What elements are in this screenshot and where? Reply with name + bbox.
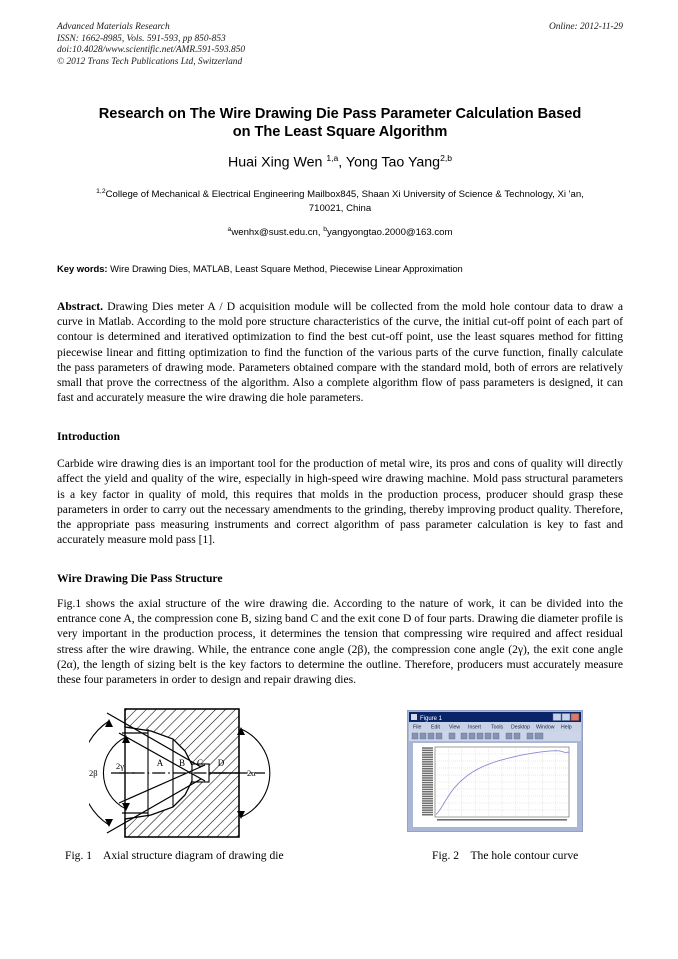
- window-title: Figure 1: [420, 716, 443, 723]
- section-heading-introduction: Introduction: [57, 430, 120, 444]
- zone-label-d: D: [217, 758, 225, 769]
- author-list: [57, 153, 623, 171]
- keywords-value: Wire Drawing Dies, MATLAB, Least Square Method, Piecewise Linear Approximation: [110, 263, 463, 275]
- angle-label-2alpha: 2α: [247, 768, 256, 779]
- new-figure-icon[interactable]: [412, 733, 418, 739]
- dock-figure-icon[interactable]: [535, 733, 543, 739]
- affiliation-marker: 1,2: [96, 187, 106, 195]
- email-b-marker: b: [323, 225, 327, 233]
- window-controls[interactable]: [553, 714, 579, 721]
- figure-2: [407, 710, 583, 832]
- data-cursor-icon[interactable]: [493, 733, 499, 739]
- affiliation: [78, 185, 602, 216]
- header-left-block: [57, 22, 457, 69]
- colorbar-icon[interactable]: [514, 733, 520, 739]
- zone-label-a: A: [156, 758, 164, 769]
- angle-label-2gamma: 2γ: [116, 761, 125, 772]
- keywords-label: Key words:: [57, 263, 108, 275]
- menu-item-edit[interactable]: Edit: [431, 724, 440, 731]
- rotate-3d-icon[interactable]: [485, 733, 491, 739]
- affiliation-text: College of Mechanical & Electrical Engineering Mailbox845, Shaan Xi University of Science & Technology, Xi 'an, 710021, China: [105, 188, 584, 214]
- x-axis-tick-labels: [437, 819, 567, 821]
- menu-item-tools[interactable]: Tools: [491, 724, 504, 731]
- menu-item-desktop[interactable]: Desktop: [511, 724, 531, 731]
- zone-label-c: C: [196, 758, 204, 769]
- title-line-2: on The Least Square Algorithm: [232, 124, 448, 141]
- matlab-figure-window: [407, 710, 583, 832]
- abstract-text: Drawing Dies meter A / D acquisition module will be collected from the mold hole contour data to draw a curve in Matlab. According to the mold pore structure characteristics of the curve, the initial cut-off point of each part of contour is determined and iteratived optimization to find the best cut-off point, use the least squares method for fitting piecewise linear and fitting optimization to find the function of the various parts of the curve function, finally calculate the pass parameters of drawing mode. Parameters obtained compare with the standard mold, both of errors are relatively small that prove the correctness of the algorithm. Also a complete algorithm flow of pass parameters is designed, it can fast and accurately measure the wire drawing die hole parameters.: [57, 300, 623, 405]
- die-axial-structure-diagram: [89, 707, 327, 839]
- insert-legend-icon[interactable]: [506, 733, 512, 739]
- close-button[interactable]: [571, 714, 579, 721]
- menu-item-window[interactable]: Window: [536, 724, 555, 731]
- edit-plot-icon[interactable]: [449, 733, 455, 739]
- email-author-1: wenhx@sust.edu.cn,: [231, 227, 321, 239]
- maximize-button[interactable]: [562, 714, 570, 721]
- die-body-lower: [125, 771, 239, 839]
- running-header: [57, 22, 623, 69]
- angle-label-2beta: 2β: [89, 768, 98, 779]
- figure-1-caption: Fig. 1 Axial structure diagram of drawing die: [65, 849, 284, 863]
- menu-items[interactable]: [413, 725, 572, 731]
- pan-icon[interactable]: [477, 733, 483, 739]
- journal-name: Advanced Materials Research: [57, 22, 170, 32]
- page-title: [57, 105, 623, 142]
- zoom-out-icon[interactable]: [469, 733, 475, 739]
- email-a-marker: a: [227, 225, 232, 233]
- online-date: Online: 2012-11-29: [548, 22, 623, 32]
- keywords: [57, 262, 623, 275]
- menu-item-view[interactable]: View: [449, 724, 461, 731]
- section-heading-die-pass-structure: Wire Drawing Die Pass Structure: [57, 572, 223, 586]
- menu-item-help[interactable]: Help: [561, 724, 572, 731]
- issn-line: ISSN: 1662-8985, Vols. 591-593, pp 850-853: [57, 33, 226, 44]
- abstract: [57, 299, 623, 405]
- zone-label-b: B: [178, 758, 186, 769]
- abstract-label: Abstract.: [57, 300, 104, 314]
- author-separator: ,: [338, 154, 346, 171]
- figure-1: [89, 707, 327, 839]
- print-icon[interactable]: [436, 733, 442, 739]
- hide-plot-tools-icon[interactable]: [527, 733, 533, 739]
- author-1-affiliation-marker: 1,a: [326, 153, 339, 163]
- figure-2-caption: Fig. 2 The hole contour curve: [432, 849, 579, 863]
- minimize-button[interactable]: [553, 714, 561, 721]
- section-paragraph-introduction: Carbide wire drawing dies is an important tool for the production of metal wire, its pros and cons of quality will directly affect the yield and quality of the wire, especially in high-speed wire drawing machine. Mold pass structural parameters is a key factor in quality of mold, this requires that molds in the production process, producer should grasp these parameters in order to carry out the necessary amendments to the grinding, thereby improving product quality. Therefore, the appropriate pass measuring instruments and correct algorithm of pass parameter calculation is key to fast and accurately measure mold pass [1].: [57, 457, 623, 546]
- email-author-2: yangyongtao.2000@163.com: [326, 227, 453, 239]
- open-file-icon[interactable]: [420, 733, 426, 739]
- menu-item-insert[interactable]: Insert: [468, 724, 481, 731]
- figure-captions: [57, 849, 623, 867]
- author-1-name: Huai Xing Wen: [227, 154, 323, 171]
- save-icon[interactable]: [428, 733, 434, 739]
- menu-item-file[interactable]: File: [413, 724, 422, 731]
- copyright-line: © 2012 Trans Tech Publications Ltd, Switzerland: [57, 57, 243, 68]
- title-line-1: Research on The Wire Drawing Die Pass Parameter Calculation Based: [98, 105, 582, 122]
- doi-line: doi:10.4028/www.scientific.net/AMR.591-593.850: [57, 45, 246, 56]
- author-2-affiliation-marker: 2,b: [440, 153, 453, 163]
- zoom-in-icon[interactable]: [461, 733, 467, 739]
- section-paragraph-die-pass-structure: Fig.1 shows the axial structure of the wire drawing die. According to the nature of work, it can be divided into the entrance cone A, the compression cone B, sizing band C and the exit cone D of four parts. Drawing die diameter profile is very important in the production process, it determines the tension that compressing wire required and affect residual stress after the wire drawing. While, the entrance cone angle (2β), the compression cone angle (2γ), the exit cone angle (2α), the length of sizing belt is the key factors to determine the outline. Therefore, producers must accurately measure these four parameters in order to design and repair drawing dies.: [57, 597, 623, 686]
- email-line: [57, 226, 623, 238]
- page-content: [57, 22, 623, 867]
- matlab-app-icon: [411, 714, 417, 720]
- figure-row: [57, 707, 623, 839]
- author-2-name: Yong Tao Yang: [345, 154, 441, 171]
